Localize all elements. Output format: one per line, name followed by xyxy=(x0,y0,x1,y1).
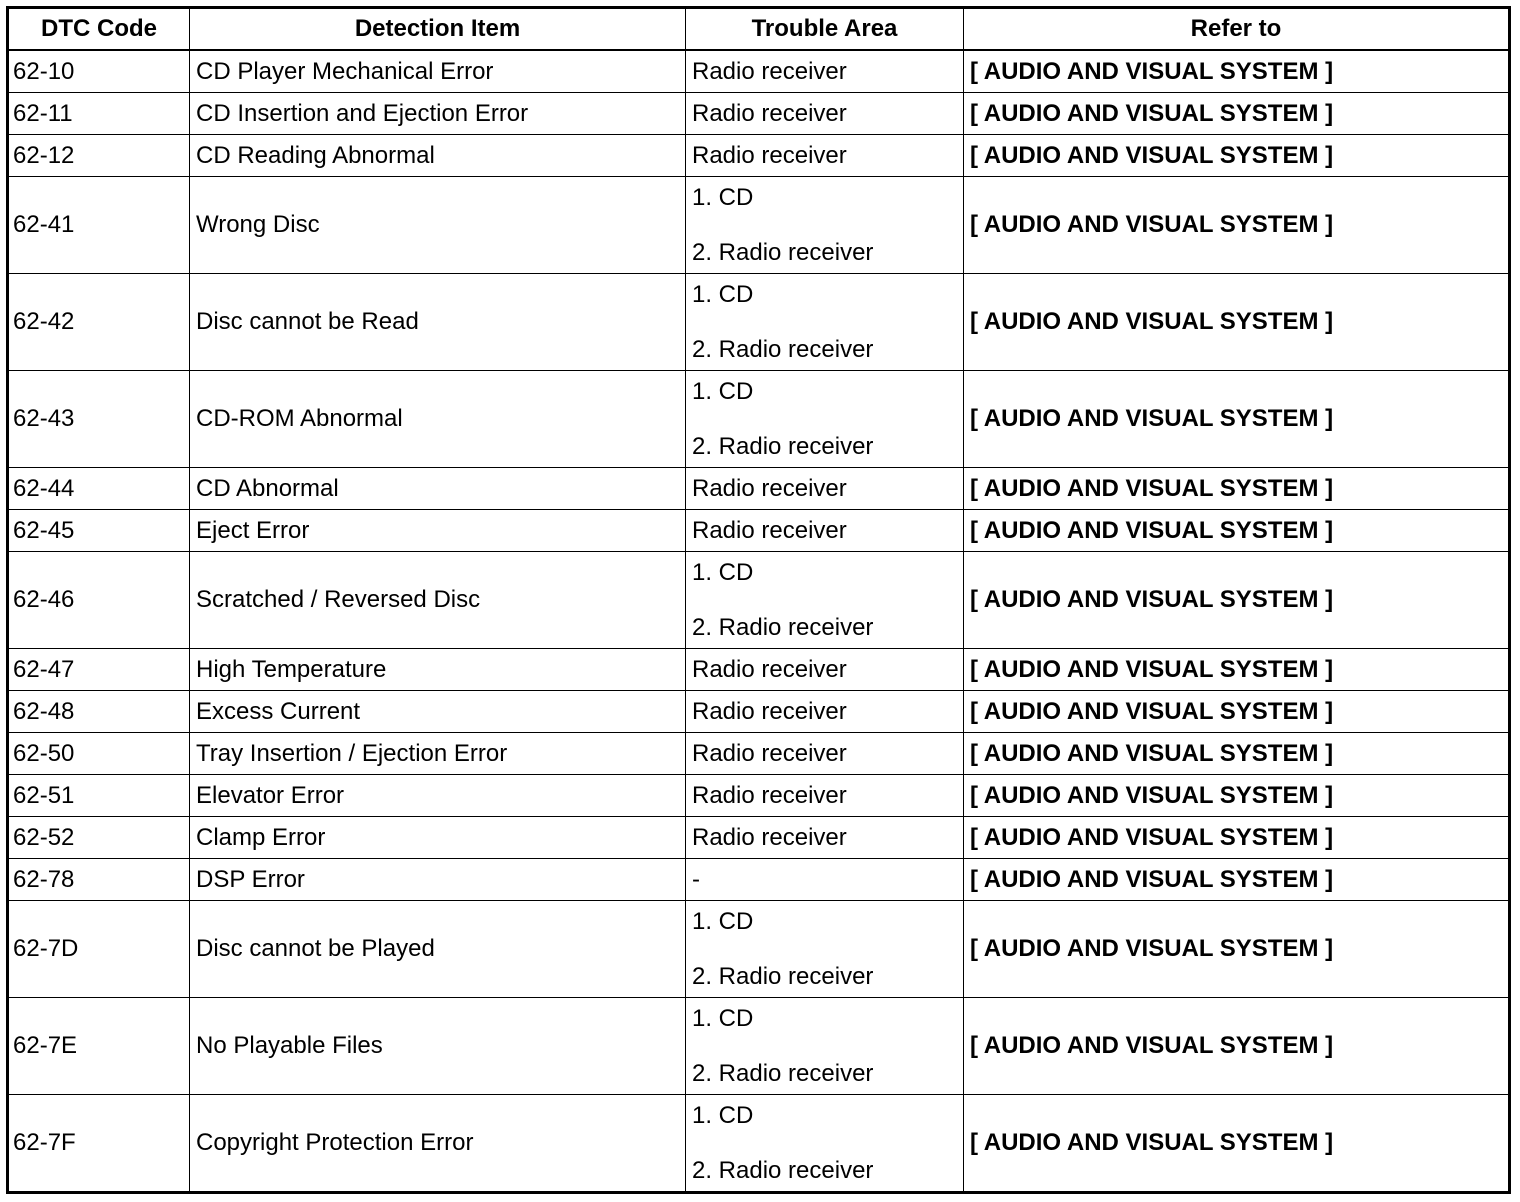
dtc-code-cell: 62-50 xyxy=(8,733,190,775)
table-body xyxy=(8,50,1510,1193)
table-row xyxy=(8,274,1510,371)
detection-item-cell: Clamp Error xyxy=(190,817,686,859)
refer-to-cell: [ AUDIO AND VISUAL SYSTEM ] xyxy=(964,274,1510,371)
refer-to-cell: [ AUDIO AND VISUAL SYSTEM ] xyxy=(964,552,1510,649)
trouble-area-cell xyxy=(686,468,964,510)
trouble-area-line: 1. CD xyxy=(692,1101,754,1129)
trouble-area-cell xyxy=(686,93,964,135)
trouble-area-cell xyxy=(686,50,964,93)
detection-item-cell: Disc cannot be Read xyxy=(190,274,686,371)
header-trouble-area: Trouble Area xyxy=(686,8,964,51)
detection-item-cell: CD Player Mechanical Error xyxy=(190,50,686,93)
table-row xyxy=(8,817,1510,859)
refer-to-cell: [ AUDIO AND VISUAL SYSTEM ] xyxy=(964,859,1510,901)
trouble-area-cell xyxy=(686,552,964,649)
trouble-area-line: 1. CD xyxy=(692,1004,754,1032)
trouble-area-line: 1. CD xyxy=(692,558,754,586)
trouble-area-line: Radio receiver xyxy=(692,697,847,725)
refer-to-cell: [ AUDIO AND VISUAL SYSTEM ] xyxy=(964,510,1510,552)
refer-to-cell: [ AUDIO AND VISUAL SYSTEM ] xyxy=(964,817,1510,859)
dtc-code-cell: 62-43 xyxy=(8,371,190,468)
trouble-area-cell xyxy=(686,775,964,817)
refer-to-cell: [ AUDIO AND VISUAL SYSTEM ] xyxy=(964,691,1510,733)
trouble-area-cell xyxy=(686,371,964,468)
trouble-area-line: 2. Radio receiver xyxy=(692,432,874,460)
trouble-area-line: Radio receiver xyxy=(692,516,847,544)
table-row xyxy=(8,50,1510,93)
refer-to-cell: [ AUDIO AND VISUAL SYSTEM ] xyxy=(964,135,1510,177)
dtc-code-cell: 62-78 xyxy=(8,859,190,901)
refer-to-cell: [ AUDIO AND VISUAL SYSTEM ] xyxy=(964,649,1510,691)
trouble-area-line: Radio receiver xyxy=(692,57,847,85)
dtc-code-cell: 62-48 xyxy=(8,691,190,733)
table-row xyxy=(8,901,1510,998)
trouble-area-cell xyxy=(686,177,964,274)
trouble-area-line: 1. CD xyxy=(692,907,754,935)
trouble-area-line: Radio receiver xyxy=(692,141,847,169)
table-row xyxy=(8,691,1510,733)
detection-item-cell: DSP Error xyxy=(190,859,686,901)
trouble-area-cell xyxy=(686,998,964,1095)
dtc-code-cell: 62-7D xyxy=(8,901,190,998)
detection-item-cell: Disc cannot be Played xyxy=(190,901,686,998)
dtc-code-cell: 62-42 xyxy=(8,274,190,371)
refer-to-cell: [ AUDIO AND VISUAL SYSTEM ] xyxy=(964,93,1510,135)
table-row xyxy=(8,371,1510,468)
refer-to-cell: [ AUDIO AND VISUAL SYSTEM ] xyxy=(964,177,1510,274)
table-row xyxy=(8,177,1510,274)
detection-item-cell: CD-ROM Abnormal xyxy=(190,371,686,468)
trouble-area-line: 1. CD xyxy=(692,183,754,211)
trouble-area-cell xyxy=(686,691,964,733)
table-row xyxy=(8,859,1510,901)
trouble-area-line: 2. Radio receiver xyxy=(692,238,874,266)
dtc-code-cell: 62-10 xyxy=(8,50,190,93)
detection-item-cell: Elevator Error xyxy=(190,775,686,817)
refer-to-cell: [ AUDIO AND VISUAL SYSTEM ] xyxy=(964,371,1510,468)
refer-to-cell: [ AUDIO AND VISUAL SYSTEM ] xyxy=(964,1095,1510,1193)
trouble-area-line: Radio receiver xyxy=(692,474,847,502)
header-refer-to: Refer to xyxy=(964,8,1510,51)
dtc-code-cell: 62-45 xyxy=(8,510,190,552)
trouble-area-line: 2. Radio receiver xyxy=(692,335,874,363)
detection-item-cell: Eject Error xyxy=(190,510,686,552)
trouble-area-line: 1. CD xyxy=(692,280,754,308)
table-header-row xyxy=(8,8,1510,51)
refer-to-cell: [ AUDIO AND VISUAL SYSTEM ] xyxy=(964,468,1510,510)
refer-to-cell: [ AUDIO AND VISUAL SYSTEM ] xyxy=(964,998,1510,1095)
dtc-code-cell: 62-7E xyxy=(8,998,190,1095)
dtc-code-cell: 62-51 xyxy=(8,775,190,817)
trouble-area-line: Radio receiver xyxy=(692,739,847,767)
dtc-code-cell: 62-46 xyxy=(8,552,190,649)
trouble-area-cell xyxy=(686,135,964,177)
table-row xyxy=(8,1095,1510,1193)
trouble-area-line: 1. CD xyxy=(692,377,754,405)
detection-item-cell: Scratched / Reversed Disc xyxy=(190,552,686,649)
dtc-code-cell: 62-47 xyxy=(8,649,190,691)
detection-item-cell: CD Insertion and Ejection Error xyxy=(190,93,686,135)
detection-item-cell: Wrong Disc xyxy=(190,177,686,274)
trouble-area-line: 2. Radio receiver xyxy=(692,1156,874,1184)
trouble-area-cell xyxy=(686,649,964,691)
trouble-area-cell xyxy=(686,1095,964,1193)
trouble-area-cell xyxy=(686,817,964,859)
dtc-code-cell: 62-52 xyxy=(8,817,190,859)
dtc-table xyxy=(6,6,1511,1194)
table-row xyxy=(8,649,1510,691)
trouble-area-line: 2. Radio receiver xyxy=(692,613,874,641)
table-row xyxy=(8,135,1510,177)
trouble-area-line: Radio receiver xyxy=(692,99,847,127)
trouble-area-line: Radio receiver xyxy=(692,655,847,683)
detection-item-cell: High Temperature xyxy=(190,649,686,691)
detection-item-cell: No Playable Files xyxy=(190,998,686,1095)
trouble-area-line: 2. Radio receiver xyxy=(692,1059,874,1087)
table-row xyxy=(8,998,1510,1095)
trouble-area-line: 2. Radio receiver xyxy=(692,962,874,990)
table-row xyxy=(8,468,1510,510)
refer-to-cell: [ AUDIO AND VISUAL SYSTEM ] xyxy=(964,901,1510,998)
detection-item-cell: CD Reading Abnormal xyxy=(190,135,686,177)
refer-to-cell: [ AUDIO AND VISUAL SYSTEM ] xyxy=(964,50,1510,93)
dtc-code-cell: 62-11 xyxy=(8,93,190,135)
table-row xyxy=(8,510,1510,552)
trouble-area-line: - xyxy=(692,865,700,893)
detection-item-cell: Tray Insertion / Ejection Error xyxy=(190,733,686,775)
header-detection-item: Detection Item xyxy=(190,8,686,51)
table-row xyxy=(8,775,1510,817)
trouble-area-line: Radio receiver xyxy=(692,781,847,809)
trouble-area-cell xyxy=(686,859,964,901)
detection-item-cell: Excess Current xyxy=(190,691,686,733)
trouble-area-line: Radio receiver xyxy=(692,823,847,851)
dtc-code-cell: 62-44 xyxy=(8,468,190,510)
trouble-area-cell xyxy=(686,901,964,998)
table-row xyxy=(8,93,1510,135)
header-dtc-code: DTC Code xyxy=(8,8,190,51)
trouble-area-cell xyxy=(686,733,964,775)
dtc-code-cell: 62-12 xyxy=(8,135,190,177)
refer-to-cell: [ AUDIO AND VISUAL SYSTEM ] xyxy=(964,733,1510,775)
table-row xyxy=(8,552,1510,649)
detection-item-cell: CD Abnormal xyxy=(190,468,686,510)
detection-item-cell: Copyright Protection Error xyxy=(190,1095,686,1193)
refer-to-cell: [ AUDIO AND VISUAL SYSTEM ] xyxy=(964,775,1510,817)
table-row xyxy=(8,733,1510,775)
trouble-area-cell xyxy=(686,510,964,552)
trouble-area-cell xyxy=(686,274,964,371)
dtc-code-cell: 62-41 xyxy=(8,177,190,274)
dtc-code-cell: 62-7F xyxy=(8,1095,190,1193)
